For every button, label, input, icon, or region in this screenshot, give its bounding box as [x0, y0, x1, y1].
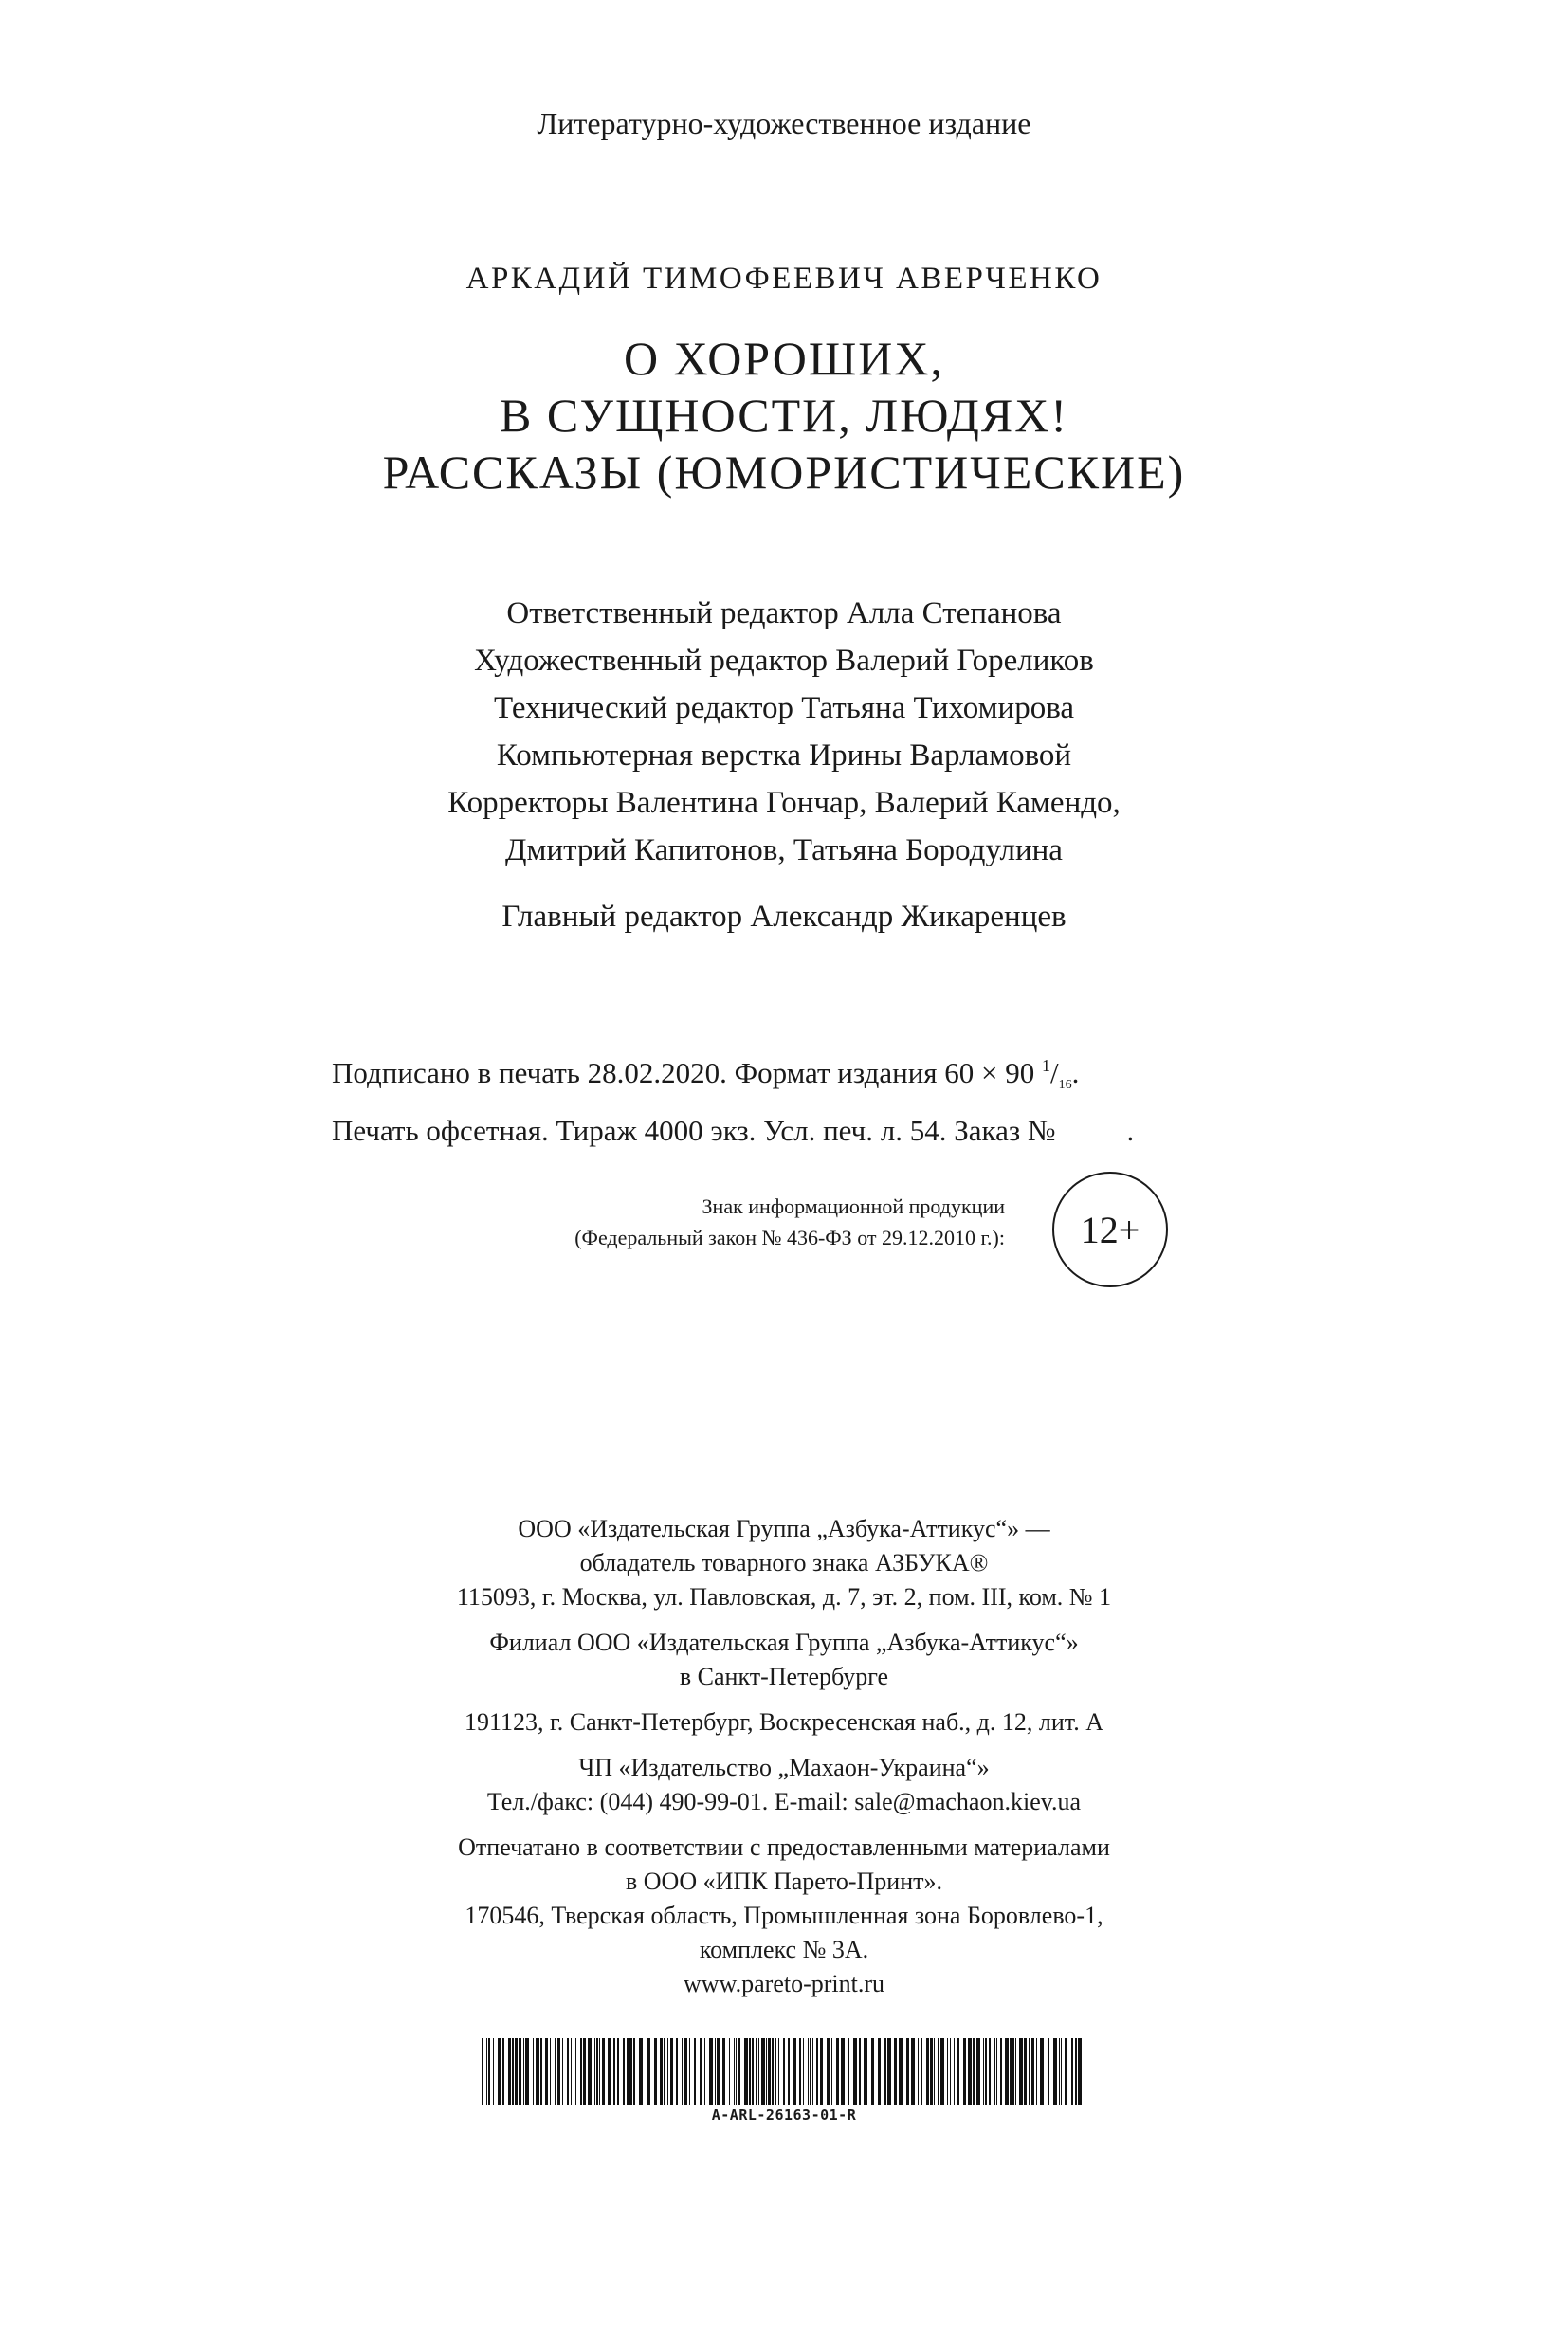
format-denominator: 16	[1058, 1078, 1072, 1092]
imprint-line: 191123, г. Санкт-Петербург, Воскресенская наб., д. 12, лит. А	[465, 1708, 1103, 1736]
barcode-number: A-ARL-26163-01-R	[711, 2106, 857, 2123]
format-numerator: 1	[1042, 1056, 1051, 1075]
imprint-line: в Санкт-Петербурге	[679, 1663, 889, 1690]
imprint-line: Отпечатано в соответствии с предоставленными материалами	[458, 1833, 1110, 1861]
credit-line: Компьютерная верстка Ирины Варламовой	[496, 738, 1072, 773]
title-line: РАССКАЗЫ (ЮМОРИСТИЧЕСКИЕ)	[382, 446, 1186, 499]
title-line: О ХОРОШИХ,	[624, 332, 944, 385]
imprint-line: в ООО «ИПК Парето-Принт».	[625, 1868, 942, 1895]
print-details-text: Печать офсетная. Тираж 4000 экз. Усл. печ. л. 54. Заказ №	[332, 1114, 1056, 1147]
age-rating-text: 12+	[1080, 1208, 1140, 1251]
imprint-line: 170546, Тверская область, Промышленная зона Боровлево-1,	[465, 1902, 1103, 1929]
imprint-line: ЧП «Издательство „Махаон-Украина“»	[578, 1754, 990, 1781]
credit-line: Художественный редактор Валерий Гореликов	[474, 644, 1094, 678]
imprint-line: Тел./факс: (044) 490-99-01. E-mail: sale@machaon.kiev.ua	[486, 1788, 1082, 1815]
credits-block	[0, 590, 1568, 940]
credit-line: Дмитрий Капитонов, Татьяна Бородулина	[505, 833, 1063, 867]
book-title	[0, 330, 1568, 501]
imprint-line: комплекс № 3А.	[699, 1936, 869, 1963]
age-rating-badge	[1052, 1172, 1168, 1287]
print-line2-end: .	[1126, 1114, 1135, 1147]
publisher-imprint	[0, 1512, 1568, 2001]
imprint-line: www.pareto-print.ru	[683, 1970, 885, 1997]
credit-line: Ответственный редактор Алла Степанова	[506, 596, 1062, 630]
series-label: Литературно-художественное издание	[537, 106, 1031, 140]
imprint-line: обладатель товарного знака АЗБУКА®	[579, 1549, 989, 1576]
imprint-line: 115093, г. Москва, ул. Павловская, д. 7, эт. 2, пом. III, ком. № 1	[456, 1583, 1112, 1611]
print-info	[332, 1043, 1134, 1154]
author-name: АРКАДИЙ ТИМОФЕЕВИЧ АВЕРЧЕНКО	[465, 262, 1103, 296]
imprint-line: Филиал ООО «Издательская Группа „Азбука-Аттикус“»	[489, 1629, 1079, 1656]
chief-editor-line: Главный редактор Александр Жикаренцев	[501, 900, 1067, 934]
print-format-text: Подписано в печать 28.02.2020. Формат издания 60 × 90	[332, 1056, 1043, 1089]
print-info-line-1: Подписано в печать 28.02.2020. Формат издания 60 × 90 $^1/_{16}$.	[332, 1056, 1080, 1092]
info-product-line-2: (Федеральный закон № 436-ФЗ от 29.12.2010 г.):	[574, 1226, 1005, 1249]
info-product-line-1: Знак информационной продукции	[702, 1194, 1005, 1218]
title-line: В СУЩНОСТИ, ЛЮДЯХ!	[500, 389, 1068, 442]
print-info-line-2	[332, 1108, 1134, 1154]
print-line1-end: .	[1071, 1056, 1080, 1089]
imprint-line: ООО «Издательская Группа „Азбука-Аттикус“» —	[518, 1515, 1050, 1542]
info-product-label	[417, 1191, 1005, 1253]
credit-line: Корректоры Валентина Гончар, Валерий Камендо,	[447, 786, 1121, 820]
credit-line: Технический редактор Татьяна Тихомирова	[493, 691, 1074, 725]
barcode-icon	[480, 2038, 1088, 2105]
